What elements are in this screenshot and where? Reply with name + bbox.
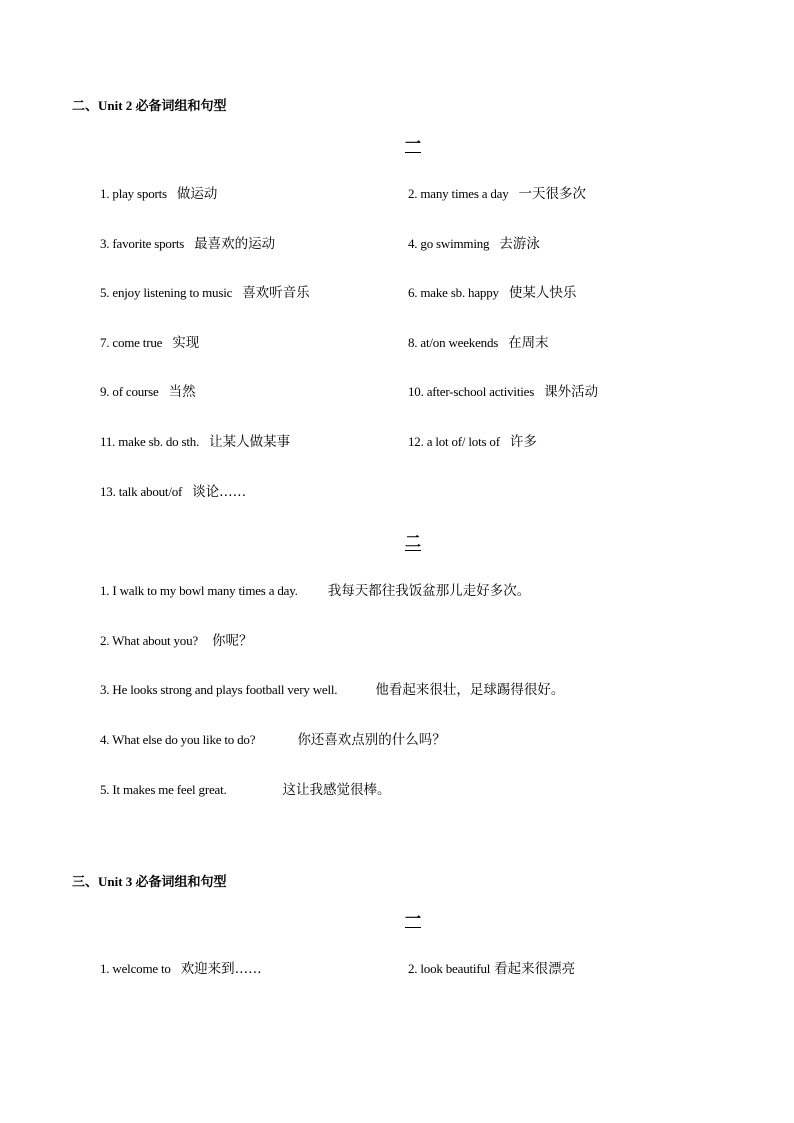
phrase-item: 7. come true 实现	[100, 335, 200, 351]
phrase-item: 3. favorite sports 最喜欢的运动	[100, 236, 276, 252]
phrase-item: 8. at/on weekends 在周末	[408, 335, 549, 351]
phrase-item: 11. make sb. do sth. 让某人做某事	[100, 434, 291, 450]
phrase-item: 4. go swimming 去游泳	[408, 236, 540, 252]
phrase-item: 13. talk about/of 谈论……	[100, 484, 247, 500]
group-mark-phrases: 一	[404, 136, 421, 153]
phrase-item: 9. of course 当然	[100, 384, 196, 400]
phrase-item: 2. look beautiful 看起来很漂亮	[408, 961, 576, 977]
section-heading-unit-2: 二、Unit 2 必备词组和句型	[72, 98, 227, 113]
sentence-item: 3. He looks strong and plays football very well. 他看起来很壮，足球踢得很好。	[100, 682, 565, 698]
sentence-item: 2. What about you? 你呢？	[100, 633, 253, 649]
group-mark-phrases: 一	[404, 911, 421, 928]
phrase-item: 5. enjoy listening to music 喜欢听音乐	[100, 285, 310, 301]
phrase-item: 1. welcome to 欢迎来到……	[100, 961, 262, 977]
phrase-item: 1. play sports 做运动	[100, 186, 218, 202]
sentence-item: 4. What else do you like to do? 你还喜欢点别的什么吗？	[100, 732, 446, 748]
group-mark-sentences: 二	[404, 534, 421, 551]
section-heading-unit-3: 三、Unit 3 必备词组和句型	[72, 874, 227, 889]
phrase-item: 6. make sb. happy 使某人快乐	[408, 285, 577, 301]
phrase-item: 2. many times a day 一天很多次	[408, 186, 587, 202]
phrase-item: 10. after-school activities 课外活动	[408, 384, 599, 400]
sentence-item: 5. It makes me feel great. 这让我感觉很棒。	[100, 782, 391, 798]
phrase-item: 12. a lot of/ lots of 许多	[408, 434, 537, 450]
sentence-item: 1. I walk to my bowl many times a day. 我每天都往我饭盆那儿走好多次。	[100, 583, 531, 599]
